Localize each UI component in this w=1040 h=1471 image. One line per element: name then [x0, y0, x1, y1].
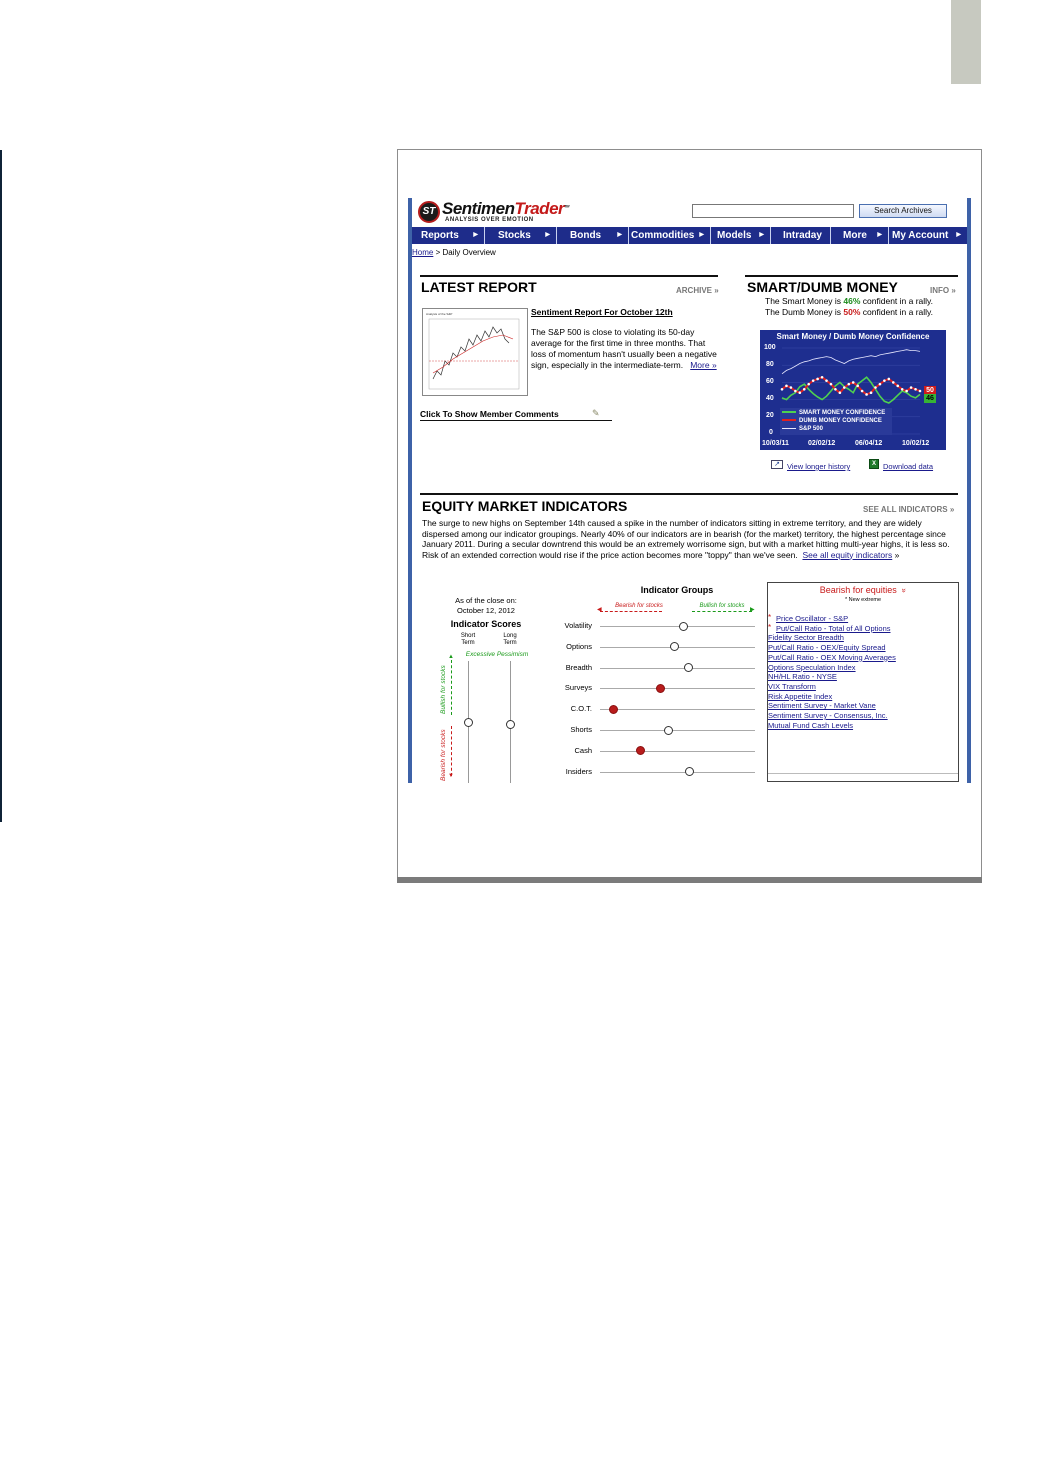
see-all-indicators-link[interactable]: SEE ALL INDICATORS »: [863, 505, 955, 514]
search-archives-button[interactable]: Search Archives: [859, 204, 947, 218]
latest-report-rule: [420, 275, 718, 277]
bearish-indicator-link[interactable]: Risk Appetite Index: [768, 691, 833, 701]
group-label-shorts: Shorts: [570, 725, 592, 734]
bearish-box-title: Bearish for equities: [819, 585, 897, 595]
group-track: [600, 751, 755, 752]
bearish-list-item: [768, 672, 896, 682]
bearish-box-header: [768, 585, 958, 595]
group-label-insiders: Insiders: [565, 766, 592, 776]
frame-bottom-bar: [397, 877, 982, 883]
dumb-money-point: [914, 388, 917, 391]
website: [408, 198, 971, 783]
logo-part1: Sentimen: [442, 199, 515, 218]
short-term-score-marker: [464, 718, 473, 727]
bearish-indicator-link[interactable]: Put/Call Ratio - Total of All Options: [776, 623, 891, 633]
smart-value: 46%: [843, 296, 861, 306]
groups-bullish-arrow: [692, 611, 752, 612]
nav-label: Intraday: [783, 230, 822, 241]
groups-bullish-label: Bullish for stocks: [699, 603, 745, 609]
see-equity-link[interactable]: See all equity indicators: [802, 549, 893, 560]
equity-text: The surge to new highs on September 14th caused a spike in the number of indicators sitting in extreme territory, and they are widely dispersed among our indicator groupings. Nearly 40% of our indicators are in bearish (for the market) territory, the highest percentage since January 2011. During a secular downtrend this would be an extremely worrisome sign, but with a market hitting multi-year highs, it is less so. Risk of an extended correction would rise if the price action becomes more "toppy" than we've seen.: [422, 518, 950, 560]
nav-bonds[interactable]: [557, 227, 629, 244]
bearish-list-item: [768, 624, 896, 634]
legend-dumb: [782, 417, 882, 425]
bearish-arrow: [451, 726, 452, 776]
bullish-label: Bullish for stocks: [440, 665, 447, 714]
bearish-indicator-link[interactable]: Mutual Fund Cash Levels: [768, 720, 854, 730]
nav-arrow-icon: ▶: [473, 232, 478, 238]
dumb-money-point: [785, 385, 788, 388]
legend-sp500: [782, 425, 823, 433]
legend-swatch: [782, 428, 796, 429]
dumb-money-point: [790, 386, 793, 389]
series-line-2: [782, 350, 920, 374]
history-chart-icon[interactable]: ↗: [771, 460, 783, 469]
groups-title: Indicator Groups: [640, 585, 714, 595]
nav-label: Stocks: [498, 230, 531, 241]
smart-suffix: confident in a rally.: [860, 296, 934, 306]
report-thumbnail[interactable]: [422, 308, 528, 396]
y-tick-80: 80: [766, 361, 774, 368]
scores-title: Indicator Scores: [450, 619, 522, 629]
asof-date: October 12, 2012: [457, 606, 515, 615]
y-tick-0: 0: [769, 429, 773, 436]
bearish-label: Bearish for stocks: [440, 729, 447, 781]
nav-commodities[interactable]: [629, 227, 711, 244]
nav-arrow-icon: ▶: [759, 232, 764, 238]
x-tick-3: 06/04/12: [855, 440, 883, 447]
logo-wordmark: [442, 199, 569, 219]
group-track: [600, 688, 755, 689]
smart-end-badge: 46: [924, 394, 936, 403]
dumb-prefix: The Dumb Money is: [765, 307, 844, 317]
bearish-arrow-head-icon: ▼: [448, 773, 454, 779]
dumb-money-point: [910, 386, 913, 389]
edit-comment-icon[interactable]: ✎: [592, 408, 600, 418]
group-track: [600, 772, 755, 773]
report-title-link[interactable]: Sentiment Report For October 12th: [531, 307, 673, 317]
groups-bearish-label: Bearish for stocks: [615, 603, 663, 609]
dumb-suffix: confident in a rally.: [860, 307, 934, 317]
dumb-money-point: [803, 388, 806, 391]
archive-link[interactable]: ARCHIVE »: [676, 286, 719, 295]
dumb-money-point: [883, 379, 886, 382]
dumb-money-point: [861, 390, 864, 393]
bearish-list-item: [768, 692, 896, 702]
nav-label: Bonds: [570, 230, 602, 241]
dumb-money-point: [799, 391, 802, 394]
smart-dumb-rule: [745, 275, 958, 277]
bearish-indicator-link[interactable]: Options Speculation Index: [768, 662, 856, 672]
nav-more[interactable]: [831, 227, 889, 244]
view-history-link[interactable]: View longer history: [787, 462, 851, 471]
smart-dumb-title: SMART/DUMB MONEY: [747, 279, 898, 295]
member-comments-toggle[interactable]: Click To Show Member Comments: [420, 409, 559, 419]
logo-part2: Trader: [514, 199, 565, 218]
comments-rule: [420, 420, 612, 421]
groups-bearish-arrow: [600, 611, 662, 612]
chevron-down-icon[interactable]: »: [899, 588, 909, 593]
dumb-money-point: [919, 390, 922, 393]
breadcrumb-current: > Daily Overview: [435, 248, 496, 257]
dumb-money-point: [896, 385, 899, 388]
group-marker: [609, 705, 618, 714]
logo-tm: TM: [564, 203, 569, 209]
screenshot-frame: [397, 149, 982, 883]
new-extreme-note: * New extreme: [844, 597, 882, 603]
dumb-money-point: [852, 381, 855, 384]
nav-label: Reports: [421, 230, 459, 241]
group-label-cot: C.O.T.: [570, 704, 592, 714]
dumb-money-point: [816, 378, 819, 381]
dumb-money-point: [821, 376, 824, 379]
group-track: [600, 626, 755, 627]
equity-title: EQUITY MARKET INDICATORS: [422, 498, 628, 514]
group-track: [600, 668, 755, 669]
bearish-list-item: [768, 633, 896, 643]
nav-intraday[interactable]: [771, 227, 831, 244]
dumb-value: 50%: [843, 307, 861, 317]
bearish-indicator-link[interactable]: VIX Transform: [768, 681, 816, 691]
nav-arrow-icon: ▶: [956, 232, 961, 238]
bearish-list-item: [768, 682, 896, 692]
nav-stocks[interactable]: [485, 227, 557, 244]
x-tick-4: 10/02/12: [902, 440, 930, 447]
dumb-money-point: [781, 388, 784, 391]
group-marker: [679, 622, 688, 631]
bearish-indicator-link[interactable]: Fidelity Sector Breadth: [768, 633, 844, 643]
dumb-money-point: [794, 390, 797, 393]
search-input[interactable]: [692, 204, 854, 218]
group-marker: [685, 767, 694, 776]
bearish-indicator-link[interactable]: NH/HL Ratio - NYSE: [768, 672, 837, 682]
group-label-options: Options: [566, 641, 592, 651]
dumb-money-point: [905, 390, 908, 393]
right-arrow-icon: ▶: [750, 607, 755, 613]
bearish-list-item: [768, 643, 896, 653]
nav-label: Commodities: [631, 230, 695, 241]
short-term-header: Short Term: [460, 633, 476, 646]
group-label-volatility: Volatility: [564, 621, 592, 630]
main-nav: [412, 227, 967, 244]
dumb-money-point: [870, 391, 873, 394]
dumb-money-point: [834, 388, 837, 391]
asof-label: As of the close on:: [455, 596, 517, 605]
bearish-indicator-link[interactable]: Sentiment Survey - Consensus, Inc.: [768, 711, 888, 721]
bearish-indicator-link[interactable]: Put/Call Ratio - OEX Moving Averages: [768, 652, 896, 662]
breadcrumb: [412, 248, 496, 257]
nav-arrow-icon: ▶: [617, 232, 622, 238]
dumb-money-point: [892, 381, 895, 384]
dumb-money-point: [888, 378, 891, 381]
see-equity-arrow: »: [894, 549, 900, 560]
chart-title: Smart Money / Dumb Money Confidence: [776, 332, 930, 341]
dumb-money-point: [812, 379, 815, 382]
legend-swatch: [782, 419, 796, 421]
report-summary: [531, 327, 721, 371]
group-marker: [670, 642, 679, 651]
excel-icon[interactable]: X: [869, 459, 879, 469]
latest-report-title: LATEST REPORT: [421, 279, 537, 295]
dumb-money-point: [847, 383, 850, 386]
download-data-link[interactable]: Download data: [883, 462, 934, 471]
bearish-list-item: [768, 663, 896, 673]
bullish-arrow-head-icon: ▲: [448, 654, 454, 660]
report-thumbnail-chart: [423, 309, 527, 395]
y-tick-20: 20: [766, 412, 774, 419]
new-extreme-marker: *: [768, 622, 772, 632]
legend-label: SMART MONEY CONFIDENCE: [799, 410, 886, 416]
left-edge-strip: [0, 150, 2, 822]
group-label-cash: Cash: [574, 745, 592, 755]
bullish-arrow: [451, 660, 452, 715]
nav-arrow-icon: ▶: [877, 232, 882, 238]
nav-label: More: [843, 230, 867, 241]
y-tick-60: 60: [766, 378, 774, 385]
group-label-surveys: Surveys: [564, 683, 592, 693]
bearish-indicator-list: [768, 614, 896, 730]
group-track: [600, 730, 755, 731]
dumb-money-point: [879, 383, 882, 386]
smart-dumb-chart: [760, 330, 946, 450]
y-tick-40: 40: [766, 395, 774, 402]
dumb-money-point: [901, 388, 904, 391]
nav-models[interactable]: [711, 227, 771, 244]
logo-mark: ST: [418, 201, 440, 223]
group-track: [600, 709, 755, 710]
smart-prefix: The Smart Money is: [765, 296, 844, 306]
dumb-money-point: [807, 383, 810, 386]
smart-money-line: [765, 296, 933, 307]
y-tick-100: 100: [764, 344, 776, 351]
long-term-header: Long Term: [503, 633, 517, 646]
legend-label: DUMB MONEY CONFIDENCE: [799, 418, 882, 424]
x-tick-1: 10/03/11: [762, 440, 789, 447]
new-extreme-marker: *: [768, 613, 772, 622]
group-marker: [656, 684, 665, 693]
report-more-link[interactable]: More »: [690, 360, 717, 370]
bearish-list-item: [768, 653, 896, 663]
chart-legend: [780, 408, 892, 435]
nav-label: My Account: [892, 230, 949, 241]
bearish-equities-box: [767, 582, 959, 782]
dumb-money-point: [830, 383, 833, 386]
legend-swatch: [782, 411, 796, 413]
legend-smart: [782, 409, 885, 417]
group-marker: [684, 663, 693, 672]
nav-arrow-icon: ▶: [545, 232, 550, 238]
dumb-money-line: [765, 307, 933, 318]
bearish-indicator-link[interactable]: Price Oscillator - S&P: [776, 614, 849, 623]
bearish-box-divider: [768, 773, 958, 774]
bearish-list-item: [768, 701, 896, 711]
equity-summary: [422, 518, 954, 560]
long-term-score-marker: [506, 720, 515, 729]
dumb-end-badge: 50: [924, 386, 936, 395]
excessive-pessimism-label: Excessive Pessimism: [465, 651, 529, 658]
sentimentrader-logo[interactable]: [418, 199, 569, 224]
report-summary-text: The S&P 500 is close to violating its 50-day average for the first time in three months. That loss of momentum hasn't usually been a negative sign, especially in the intermediate-term.: [531, 327, 717, 370]
page-corner-tab: [951, 0, 981, 84]
group-label-breadth: Breadth: [565, 662, 592, 672]
nav-reports[interactable]: [412, 227, 485, 244]
breadcrumb-home-link[interactable]: Home: [412, 248, 434, 257]
logo-tagline: ANALYSIS OVER EMOTION: [445, 217, 534, 223]
bearish-list-item: [768, 721, 896, 731]
dumb-money-point: [839, 391, 842, 394]
svg-text:Analysis of the S&P: Analysis of the S&P: [426, 312, 453, 316]
bearish-list-item: [768, 711, 896, 721]
group-marker: [636, 746, 645, 755]
group-marker: [664, 726, 673, 735]
info-link[interactable]: INFO »: [930, 286, 956, 295]
dumb-money-point: [874, 386, 877, 389]
dumb-money-point: [843, 386, 846, 389]
nav-label: Models: [717, 230, 752, 241]
x-tick-2: 02/02/12: [808, 440, 836, 447]
nav-my-account[interactable]: [889, 227, 967, 244]
left-arrow-icon: ◀: [597, 607, 602, 613]
dumb-money-point: [865, 393, 868, 396]
dumb-money-point: [825, 379, 828, 382]
dumb-money-point: [856, 385, 859, 388]
bearish-list-item: [768, 614, 896, 624]
bearish-indicator-link[interactable]: Put/Call Ratio - OEX/Equity Spread: [768, 643, 886, 653]
legend-label: S&P 500: [799, 426, 823, 432]
bearish-indicator-link[interactable]: Sentiment Survey - Market Vane: [768, 701, 876, 711]
equity-rule: [420, 493, 958, 495]
nav-arrow-icon: ▶: [699, 232, 704, 238]
